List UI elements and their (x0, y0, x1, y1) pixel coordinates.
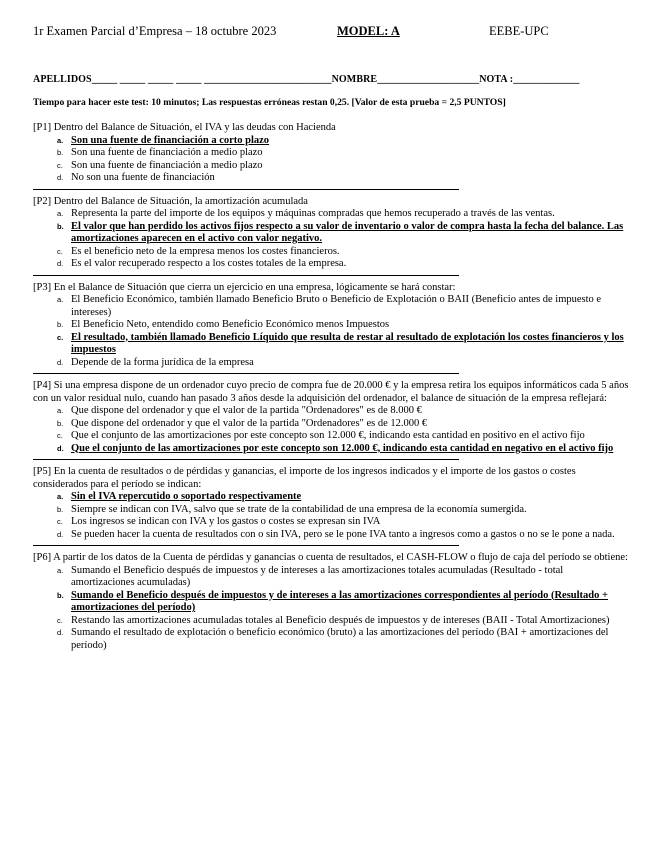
separator-line (33, 189, 459, 190)
option-letter: c. (57, 615, 63, 625)
option-letter: d. (57, 443, 64, 453)
option-a[interactable] (57, 491, 629, 504)
option-text: Sumando el resultado de explotación o beneficio económico (bruto) a las amortizaciones del período (BAI + amortizaciones del período) (71, 627, 609, 651)
option-text: Sin el IVA repercutido o soportado respectivamente (71, 491, 302, 502)
nombre-field[interactable]: NOMBRE____________________ (331, 74, 480, 85)
option-d[interactable] (57, 172, 629, 185)
school-name: EEBE-UPC (489, 24, 549, 38)
option-text: El Beneficio Neto, entendido como Beneficio Económico menos Impuestos (71, 319, 390, 330)
option-d[interactable] (57, 356, 629, 370)
question-p2 (33, 196, 629, 276)
apellidos-field[interactable]: APELLIDOS_____ _____ _____ _____ _________________________ (33, 74, 332, 85)
option-b[interactable] (57, 589, 629, 615)
question-text: Si una empresa dispone de un ordenador cuyo precio de compra fue de 20.000 € y la empresa retira los equipos informáticos cada 5 años con un valor residual nulo, cuando han pasado 3 años desde la adquisición del ordenador, el balance de situación de la empresa reflejará: (33, 380, 629, 404)
option-text: Que el conjunto de las amortizaciones por este concepto son 12.000 €, indicando esta cantidad en negativo en el activo fijo (71, 442, 614, 454)
option-letter: d. (57, 529, 64, 539)
exam-header (33, 24, 629, 44)
option-letter: c. (57, 517, 63, 526)
question-text: En la cuenta de resultados o de pérdidas y ganancias, el importe de los ingresos indicados y el importe de los gastos o costes considerados para el período se indican: (33, 466, 576, 490)
question-text: Dentro del Balance de Situación, la amortización acumulada (53, 195, 308, 207)
option-letter: b. (57, 590, 64, 600)
option-text: Que dispone del ordenador y que el valor de la partida "Ordenadores" es de 8.000 € (71, 405, 422, 416)
option-d[interactable] (57, 627, 629, 652)
option-text: No son una fuente de financiación (71, 172, 215, 183)
option-text: El valor que han perdido los activos fijos respecto a su valor de inventario o valor de compra hasta la fecha del balance. Las amortizaciones aparecen en el activo con valor negativo. (71, 220, 624, 244)
option-text: Son una fuente de financiación a medio plazo (71, 159, 263, 171)
option-letter: b. (57, 148, 64, 157)
exam-page (33, 24, 629, 652)
option-c[interactable] (57, 159, 629, 173)
question-p5 (33, 466, 629, 546)
option-letter: b. (57, 418, 64, 428)
question-id: [P1] (33, 122, 52, 133)
option-letter: a. (57, 406, 64, 415)
option-text: El resultado, también llamado Beneficio Líquido que resulta de restar al resultado de explotación los costes financieros y los impuestos (71, 331, 624, 355)
instructions: Tiempo para hacer este test: 10 minutos; Las respuestas erróneas restan 0,25. [Valor de esta prueba = 2,5 PUNTOS] (33, 97, 506, 108)
option-b[interactable] (57, 220, 629, 246)
option-letter: b. (57, 504, 64, 514)
question-text: A partir de los datos de la Cuenta de pérdidas y ganancias o cuenta de resultados, el CASH-FLOW o flujo de caja del período se obtiene: (53, 552, 628, 563)
option-text: Sumando el Beneficio después de impuestos y de intereses a las amortizaciones correspondientes al período (Resultado + amortizaciones del período) (71, 589, 609, 613)
option-b[interactable] (57, 147, 629, 160)
option-letter: a. (57, 565, 64, 575)
option-text: Representa la parte del importe de los equipos y máquinas compradas que hemos recuperado a través de las ventas. (71, 208, 555, 219)
option-letter: b. (57, 320, 64, 329)
question-p4 (33, 380, 629, 460)
exam-model: MODEL: A (337, 24, 400, 38)
option-c[interactable] (57, 516, 629, 529)
option-c[interactable] (57, 430, 629, 443)
option-letter: d. (57, 173, 64, 182)
option-b[interactable] (57, 503, 629, 517)
option-letter: a. (57, 492, 64, 501)
option-text: Que el conjunto de las amortizaciones por este concepto son 12.000 €, indicando esta cantidad en positivo en el activo fijo (71, 430, 585, 441)
option-d[interactable] (57, 442, 629, 456)
option-a[interactable] (57, 405, 629, 418)
option-text: Es el valor recuperado respecto a los costes totales de la empresa. (71, 258, 347, 269)
separator-line (33, 459, 459, 460)
question-id: [P3] (33, 281, 52, 293)
option-letter: d. (57, 259, 64, 268)
option-letter: a. (57, 135, 64, 145)
option-text: Los ingresos se indican con IVA y los gastos o costes se expresan sin IVA (71, 516, 381, 527)
option-letter: c. (57, 332, 64, 342)
option-a[interactable] (57, 294, 629, 319)
question-id: [P6] (33, 552, 52, 563)
option-text: Sumando el Beneficio después de impuestos y de intereses a las amortizaciones totales acumuladas (Resultado - total amortizaciones acumuladas) (71, 564, 564, 588)
question-p1 (33, 122, 629, 190)
option-a[interactable] (57, 564, 629, 590)
question-text: Dentro del Balance de Situación, el IVA y las deudas con Hacienda (53, 122, 336, 133)
option-text: Son una fuente de financiación a medio plazo (71, 147, 263, 158)
option-text: Depende de la forma jurídica de la empresa (71, 356, 254, 368)
question-text: En el Balance de Situación que cierra un ejercicio en una empresa, lógicamente se hará constar: (53, 281, 456, 293)
option-d[interactable] (57, 258, 629, 271)
option-text: Se pueden hacer la cuenta de resultados con o sin IVA, pero se le pone IVA tanto a ingresos como a gastos o no se le pone a nada. (71, 528, 615, 540)
option-text: Siempre se indican con IVA, salvo que se trate de la contabilidad de una empresa de la economía sumergida. (71, 503, 527, 515)
option-letter: c. (57, 246, 63, 256)
option-letter: d. (57, 357, 64, 367)
option-text: El Beneficio Económico, también llamado Beneficio Bruto o Beneficio de Explotación o BAII (Beneficio antes de impuesto e intereses) (71, 294, 602, 318)
option-d[interactable] (57, 528, 629, 542)
option-text: Es el beneficio neto de la empresa menos los costes financieros. (71, 245, 340, 257)
option-b[interactable] (57, 319, 629, 332)
option-letter: a. (57, 295, 64, 304)
separator-line (33, 275, 459, 276)
option-a[interactable] (57, 134, 629, 148)
separator-line (33, 373, 459, 374)
option-letter: a. (57, 209, 64, 218)
question-p3 (33, 282, 629, 375)
option-c[interactable] (57, 614, 629, 628)
student-fields (33, 74, 629, 85)
option-letter: c. (57, 160, 63, 170)
option-letter: d. (57, 628, 64, 637)
option-letter: c. (57, 431, 63, 440)
option-text: Que dispone del ordenador y que el valor de la partida "Ordenadores" es de 12.000 € (71, 417, 428, 429)
exam-title: 1r Examen Parcial d’Empresa – 18 octubre 2023 (33, 24, 277, 38)
option-letter: b. (57, 221, 64, 231)
option-text: Restando las amortizaciones acumuladas totales al Beneficio después de impuestos y de intereses (BAII - Total Amortizaciones) (71, 614, 610, 626)
option-a[interactable] (57, 208, 629, 221)
option-c[interactable] (57, 245, 629, 259)
question-p6 (33, 552, 629, 652)
question-id: [P4] (33, 380, 52, 391)
question-id: [P5] (33, 466, 52, 477)
option-text: Son una fuente de financiación a corto plazo (71, 134, 270, 146)
question-id: [P2] (33, 195, 52, 207)
option-c[interactable] (57, 331, 629, 357)
separator-line (33, 545, 459, 546)
nota-field[interactable]: NOTA :_____________ (479, 74, 580, 85)
option-b[interactable] (57, 417, 629, 431)
